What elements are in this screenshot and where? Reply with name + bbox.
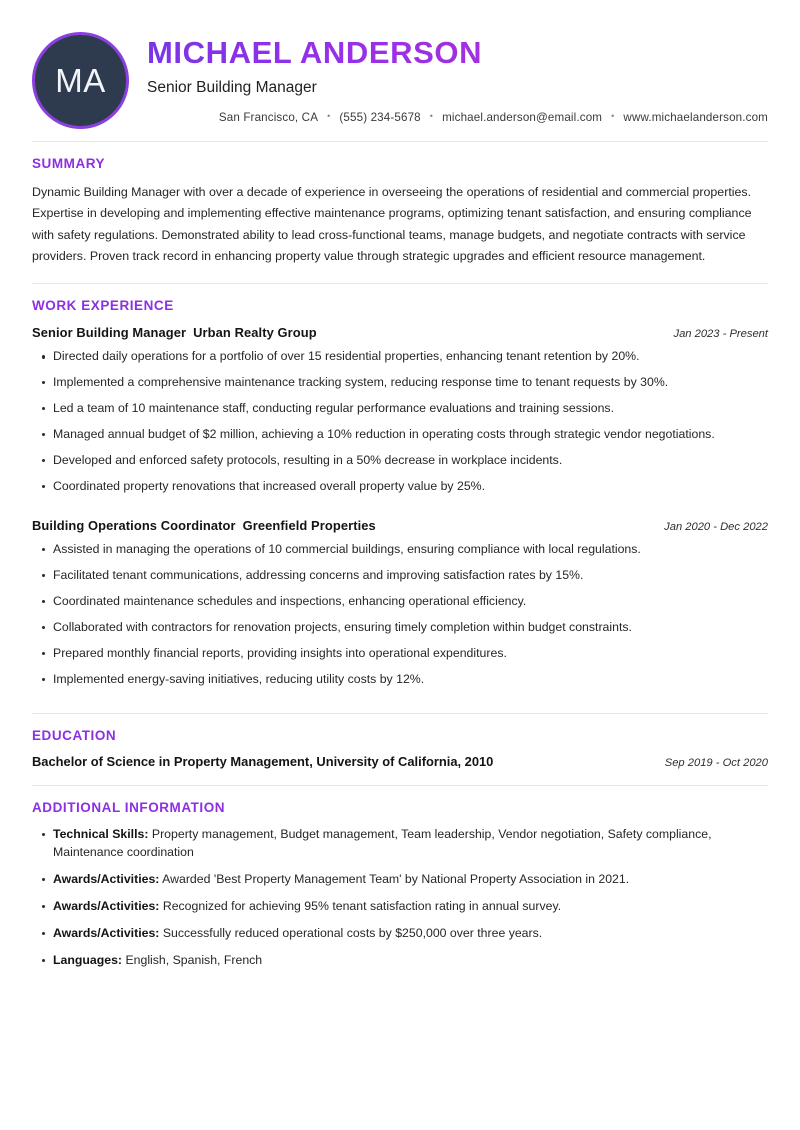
contact-separator-icon: • [429, 111, 434, 122]
list-item: Implemented energy-saving initiatives, reducing utility costs by 12%. [32, 671, 768, 689]
info-value: Successfully reduced operational costs by $250,000 over three years. [162, 925, 543, 940]
spacer [32, 769, 768, 785]
info-label: Languages: [53, 952, 123, 967]
avatar [32, 32, 129, 129]
experience-entry [32, 517, 768, 689]
list-item [32, 952, 768, 970]
experience-company: Urban Realty Group [193, 325, 317, 341]
contact-phone[interactable]: (555) 234-5678 [339, 110, 421, 124]
info-value: Recognized for achieving 95% tenant satisfaction rating in annual survey. [162, 898, 562, 913]
section-title-education: EDUCATION [32, 727, 117, 743]
info-value: Property management, Budget management, Team leadership, Vendor negotiation, Safety compliance, Maintenance coordination [53, 826, 712, 859]
contact-separator-icon: • [327, 111, 331, 122]
section-title-summary: SUMMARY [32, 156, 106, 171]
contact-separator-icon: • [611, 111, 615, 122]
section-title-work-experience: WORK EXPERIENCE [32, 298, 174, 314]
list-item: Developed and enforced safety protocols, resulting in a 50% decrease in workplace incidents. [32, 452, 768, 470]
experience-dates: Jan 2020 - Dec 2022 [664, 521, 768, 534]
info-label: Awards/Activities: [53, 925, 160, 940]
section-education [32, 714, 768, 769]
experience-dates: Jan 2023 - Present [673, 328, 768, 341]
contact-website[interactable]: www.michaelanderson.com [623, 110, 768, 124]
experience-position: Senior Building Manager [32, 325, 187, 341]
contact-location: San Francisco, CA [218, 110, 319, 124]
experience-company: Greenfield Properties [242, 518, 376, 534]
section-work-experience [32, 284, 768, 688]
list-item: Coordinated maintenance schedules and inspections, enhancing operational efficiency. [32, 593, 768, 611]
list-item [32, 898, 768, 916]
info-label: Technical Skills: [53, 826, 149, 841]
section-summary [32, 142, 768, 267]
additional-info-list [32, 826, 768, 970]
list-item: Coordinated property renovations that increased overall property value by 25%. [32, 478, 768, 496]
list-item: Managed annual budget of $2 million, achieving a 10% reduction in operating costs through strategic vendor negotiations. [32, 426, 768, 444]
header-job-title: Senior Building Manager [147, 79, 317, 97]
list-item: Prepared monthly financial reports, providing insights into operational expenditures. [32, 645, 768, 663]
experience-title-company [32, 517, 376, 535]
info-value: Awarded 'Best Property Management Team' by National Property Association in 2021. [162, 871, 630, 886]
list-item [32, 925, 768, 943]
list-item: Collaborated with contractors for renovation projects, ensuring timely completion within budget constraints. [32, 619, 768, 637]
avatar-initials: MA [55, 62, 106, 99]
section-title-additional-information: ADDITIONAL INFORMATION [32, 799, 226, 815]
contact-line [147, 111, 768, 124]
experience-entry [32, 324, 768, 496]
resume-header [32, 28, 768, 141]
spacer [32, 504, 768, 517]
list-item: Facilitated tenant communications, addressing concerns and improving satisfaction rates by 15%. [32, 567, 768, 585]
experience-entry-header [32, 517, 768, 535]
experience-title-company [32, 324, 317, 342]
experience-entry-header [32, 324, 768, 342]
info-label: Awards/Activities: [53, 898, 160, 913]
list-item [32, 871, 768, 889]
experience-bullet-list [32, 541, 768, 689]
contact-email[interactable]: michael.anderson@email.com [442, 110, 603, 124]
list-item [32, 826, 768, 862]
list-item: Directed daily operations for a portfolio of over 15 residential properties, enhancing tenant retention by 20%. [32, 348, 768, 366]
education-degree: Bachelor of Science in Property Management, University of California, 2010 [32, 753, 494, 769]
spacer [32, 267, 768, 283]
education-entry [32, 754, 768, 769]
experience-bullet-list [32, 348, 768, 496]
list-item: Assisted in managing the operations of 10 commercial buildings, ensuring compliance with local regulations. [32, 541, 768, 559]
info-label: Awards/Activities: [53, 871, 160, 886]
spacer [32, 697, 768, 713]
section-additional-information [32, 786, 768, 970]
experience-position: Building Operations Coordinator [32, 518, 236, 534]
page-title: MICHAEL ANDERSON [147, 35, 483, 70]
info-value: English, Spanish, French [125, 952, 263, 967]
education-dates: Sep 2019 - Oct 2020 [664, 756, 768, 769]
list-item: Implemented a comprehensive maintenance tracking system, reducing response time to tenant requests by 30%. [32, 374, 768, 392]
header-text-block [147, 28, 768, 124]
summary-text: Dynamic Building Manager with over a decade of experience in overseeing the operations of residential and commercial properties. Expertise in developing and implementing effective maintenance programs, optimizing tenant satisfaction, and ensuring compliance with safety regulations. Demonstrated ability to lead cross-functional teams, manage budgets, and negotiate contracts with service providers. Proven track record in enhancing property value through strategic upgrades and efficient resource management. [32, 185, 752, 263]
list-item: Led a team of 10 maintenance staff, conducting regular performance evaluations and training sessions. [32, 400, 768, 418]
